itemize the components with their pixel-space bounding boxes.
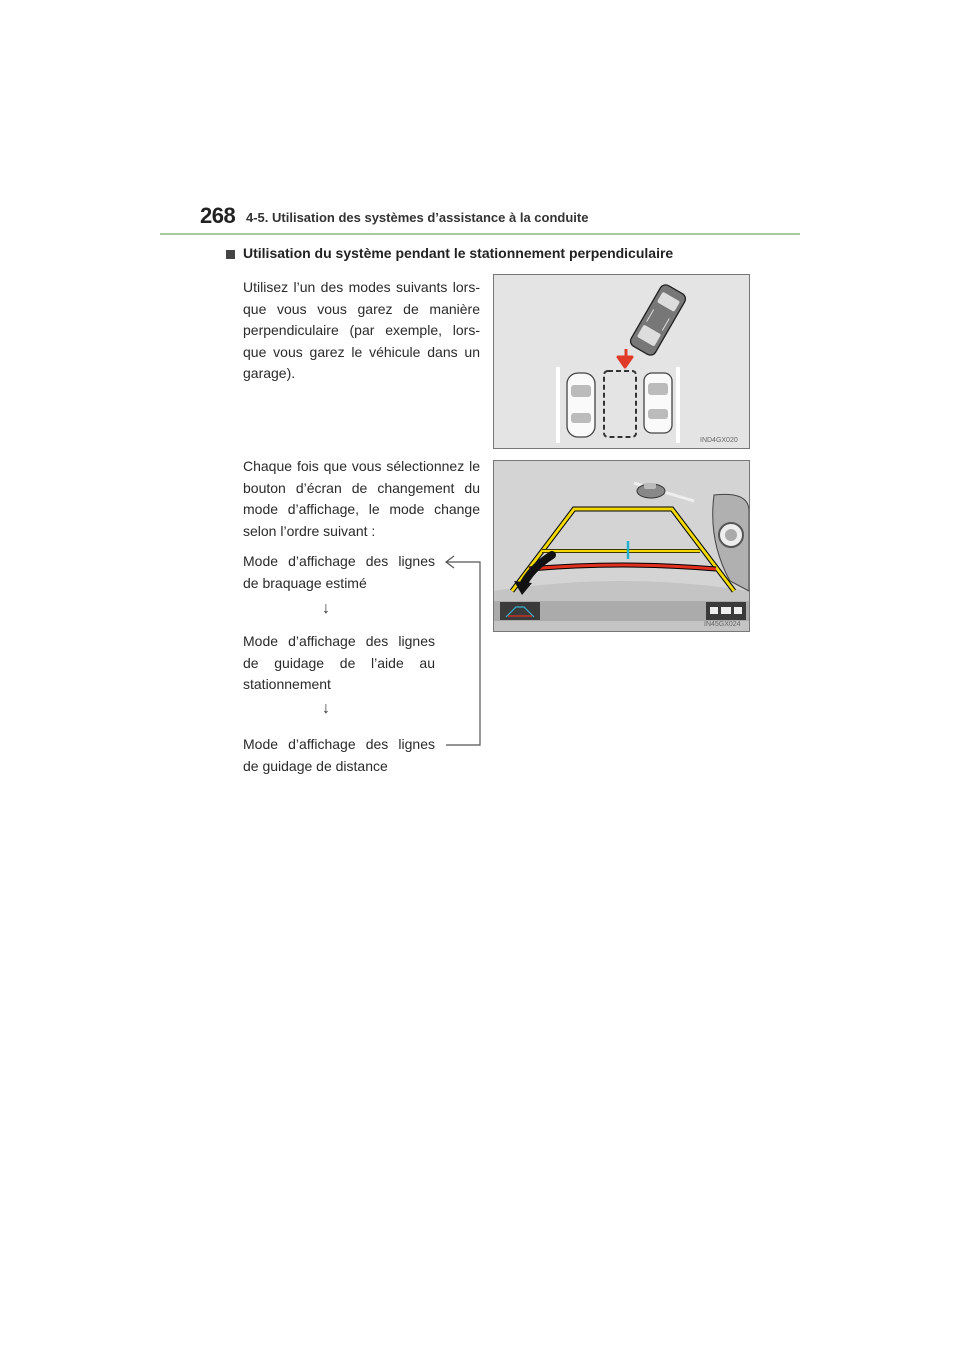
square-bullet-icon	[226, 250, 235, 259]
intro-paragraph: Utilisez l’un des modes suivants lors-que vous vous garez de manière perpendiculaire (par exemple, lors-que vous garez le véhicule dans un garage).	[243, 279, 480, 381]
illustration-code: IN45GX024	[704, 621, 741, 628]
down-arrow-icon: ↓	[322, 600, 330, 617]
section-title: Utilisation du système pendant le stationnement perpendiculaire	[243, 245, 674, 261]
display-mode-button	[500, 602, 540, 620]
mode-estimated-course-lines: Mode d’affichage des lignes de braquage estimé	[243, 553, 435, 591]
rear-camera-view-illustration	[493, 460, 750, 632]
mode-distance-guide-lines: Mode d’affichage des lignes de guidage de distance	[243, 736, 435, 774]
chapter-heading: 4-5. Utilisation des systèmes d’assistance à la conduite	[246, 210, 589, 225]
parked-car-icon	[567, 373, 595, 437]
cycle-paragraph: Chaque fois que vous sélectionnez le bouton d’écran de changement du mode d’affichage, le mode change selon l’ordre suivant :	[243, 458, 480, 539]
down-arrow-icon: ↓	[322, 700, 330, 717]
illustration-code: IND4GX020	[700, 437, 738, 444]
perpendicular-parking-illustration	[493, 274, 750, 449]
header-divider	[160, 233, 800, 235]
mode-parking-assist-guide-lines: Mode d’affichage des lignes de guidage de l’aide au stationnement	[243, 633, 435, 692]
parked-car-icon	[644, 373, 672, 433]
page-number: 268	[200, 203, 236, 228]
cycle-return-bracket	[440, 548, 488, 748]
